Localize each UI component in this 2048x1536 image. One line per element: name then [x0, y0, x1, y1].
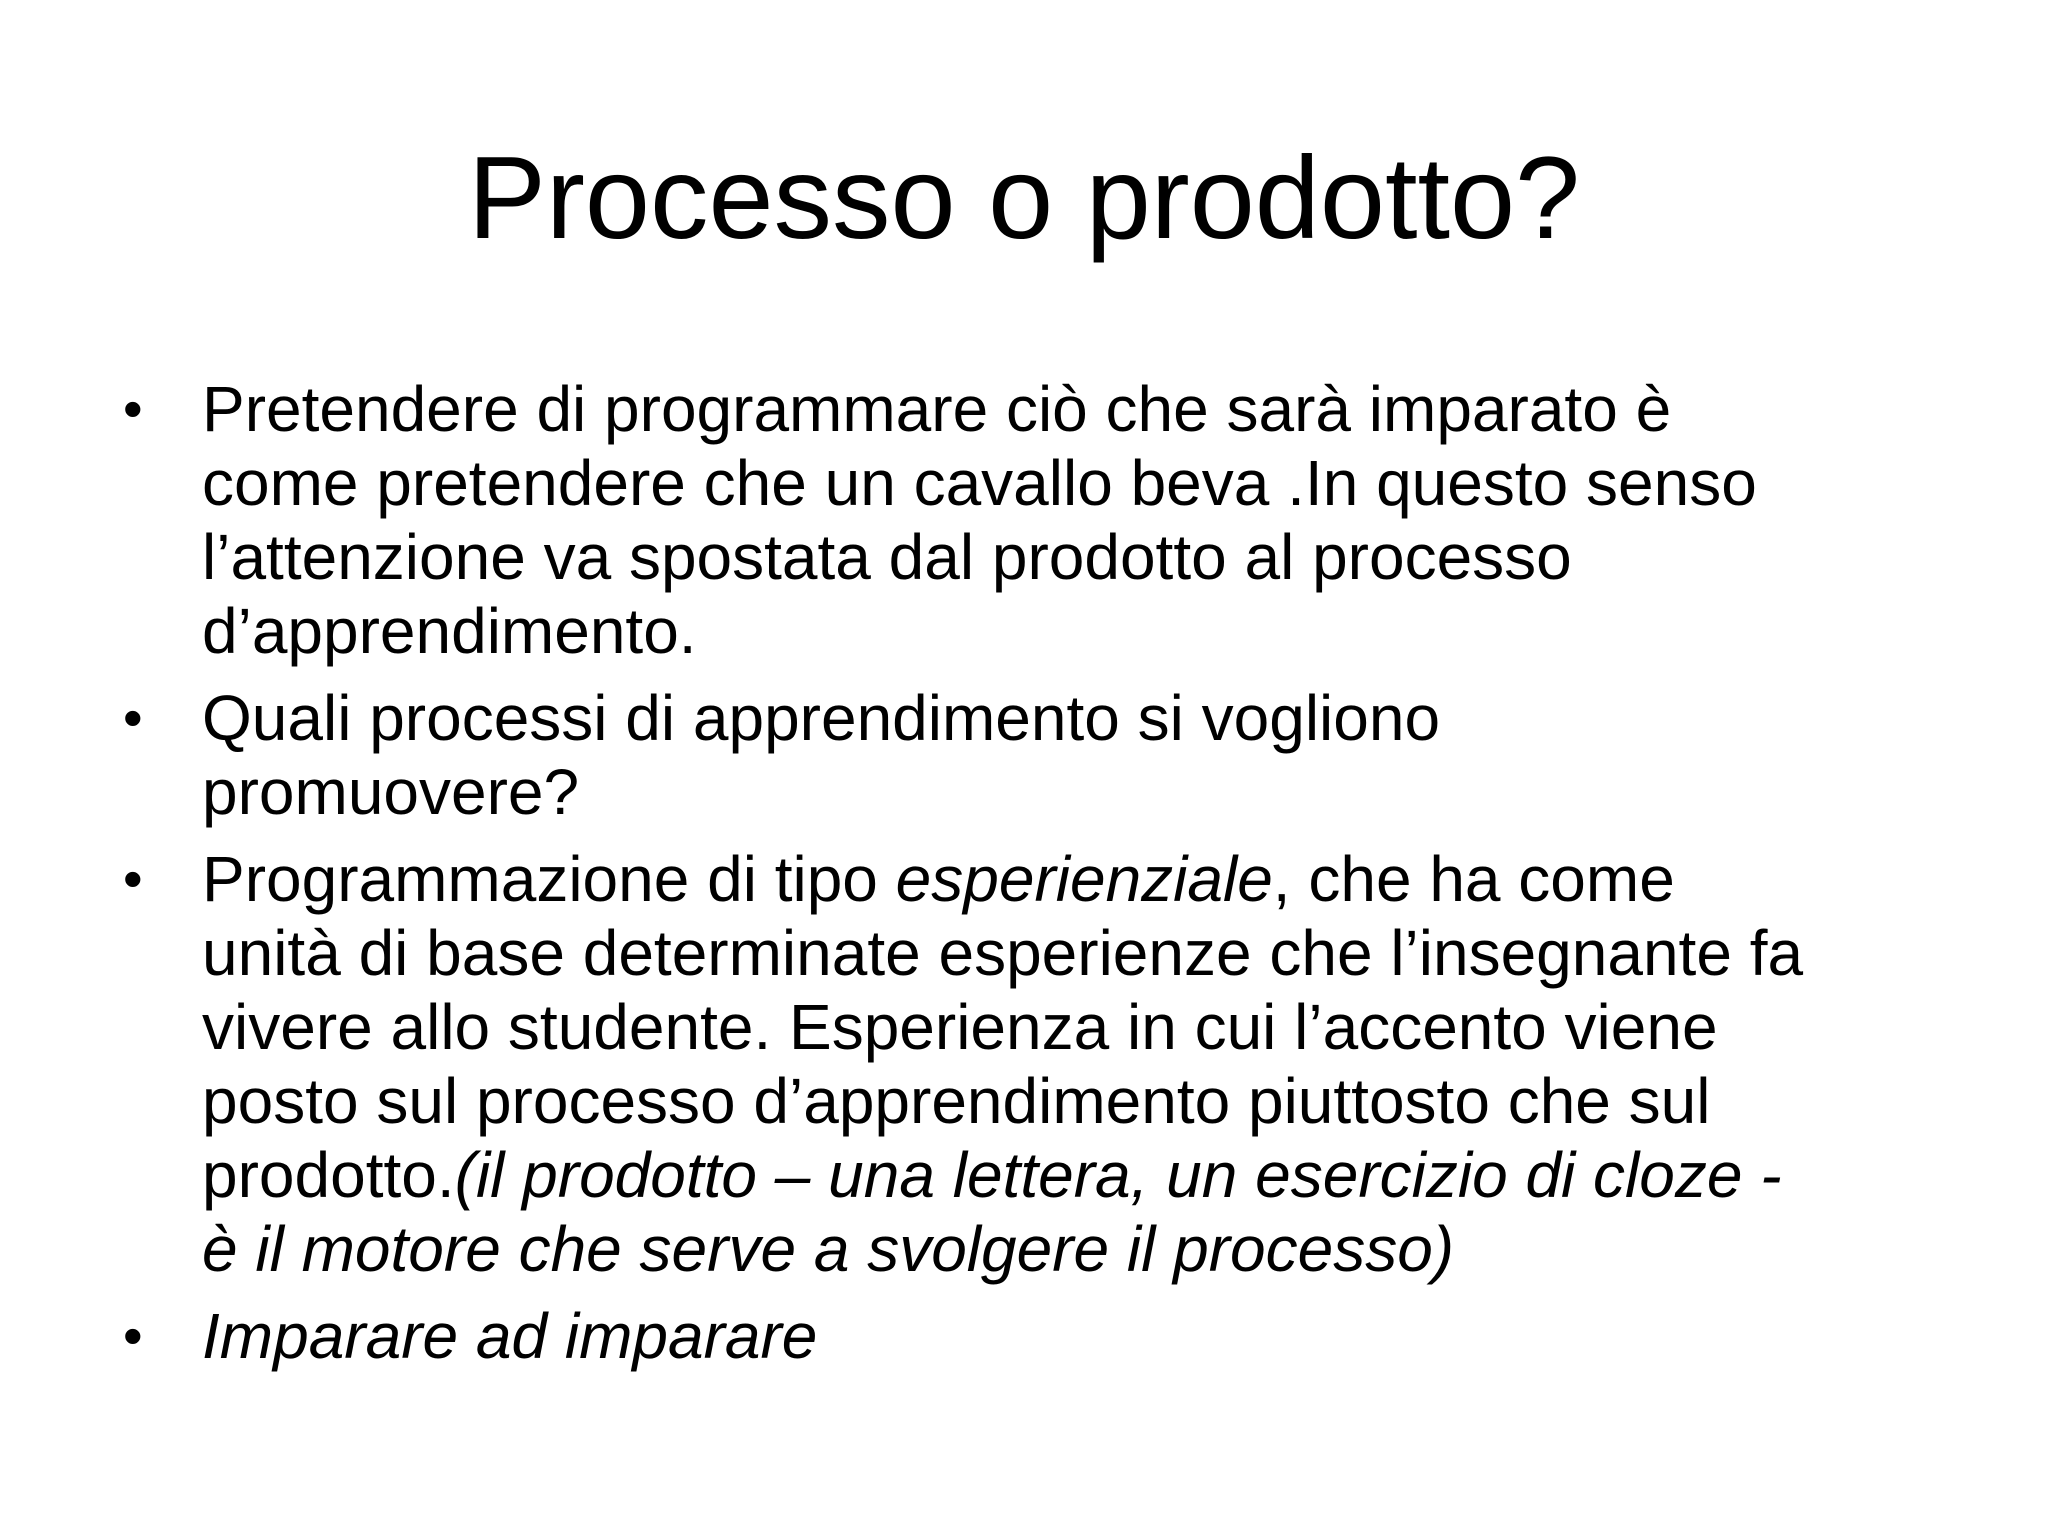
text-segment: Programmazione di tipo: [202, 843, 896, 915]
bullet-text-line: [202, 842, 1988, 916]
bullet-text-line: d’apprendimento.: [202, 595, 697, 667]
bullet-icon: •: [123, 1304, 143, 1367]
bullet-item-1: [0, 372, 2048, 668]
bullet-icon: •: [123, 377, 143, 440]
bullet-text-line: posto sul processo d’apprendimento piuttosto che sul: [202, 1065, 1711, 1137]
text-segment: , che ha come: [1272, 843, 1675, 915]
italic-term: esperienziale: [895, 843, 1273, 915]
bullet-text-line: [202, 1138, 1988, 1212]
bullet-text-line: Imparare ad imparare: [202, 1300, 818, 1372]
bullet-icon: •: [123, 847, 143, 910]
text-segment: prodotto.: [202, 1139, 455, 1211]
bullet-text-line: Pretendere di programmare ciò che sarà imparato è: [202, 373, 1672, 445]
italic-note: (il prodotto – una lettera, un esercizio di cloze -: [454, 1139, 1782, 1211]
bullet-item-2: [0, 681, 2048, 829]
bullet-icon: •: [123, 686, 143, 749]
bullet-item-3: [0, 842, 2048, 1286]
bullet-list: [0, 372, 2048, 1386]
bullet-item-4: [0, 1299, 2048, 1373]
bullet-text-line: è il motore che serve a svolgere il processo): [202, 1213, 1455, 1285]
bullet-text-line: l’attenzione va spostata dal prodotto al processo: [202, 521, 1572, 593]
bullet-text-line: come pretendere che un cavallo beva .In questo senso: [202, 447, 1757, 519]
bullet-text-line: promuovere?: [202, 756, 580, 828]
bullet-text-line: unità di base determinate esperienze che l’insegnante fa: [202, 917, 1804, 989]
bullet-text-line: Quali processi di apprendimento si vogliono: [202, 682, 1441, 754]
bullet-text-line: vivere allo studente. Esperienza in cui l’accento viene: [202, 991, 1718, 1063]
slide-title: Processo o prodotto?: [467, 132, 1581, 263]
